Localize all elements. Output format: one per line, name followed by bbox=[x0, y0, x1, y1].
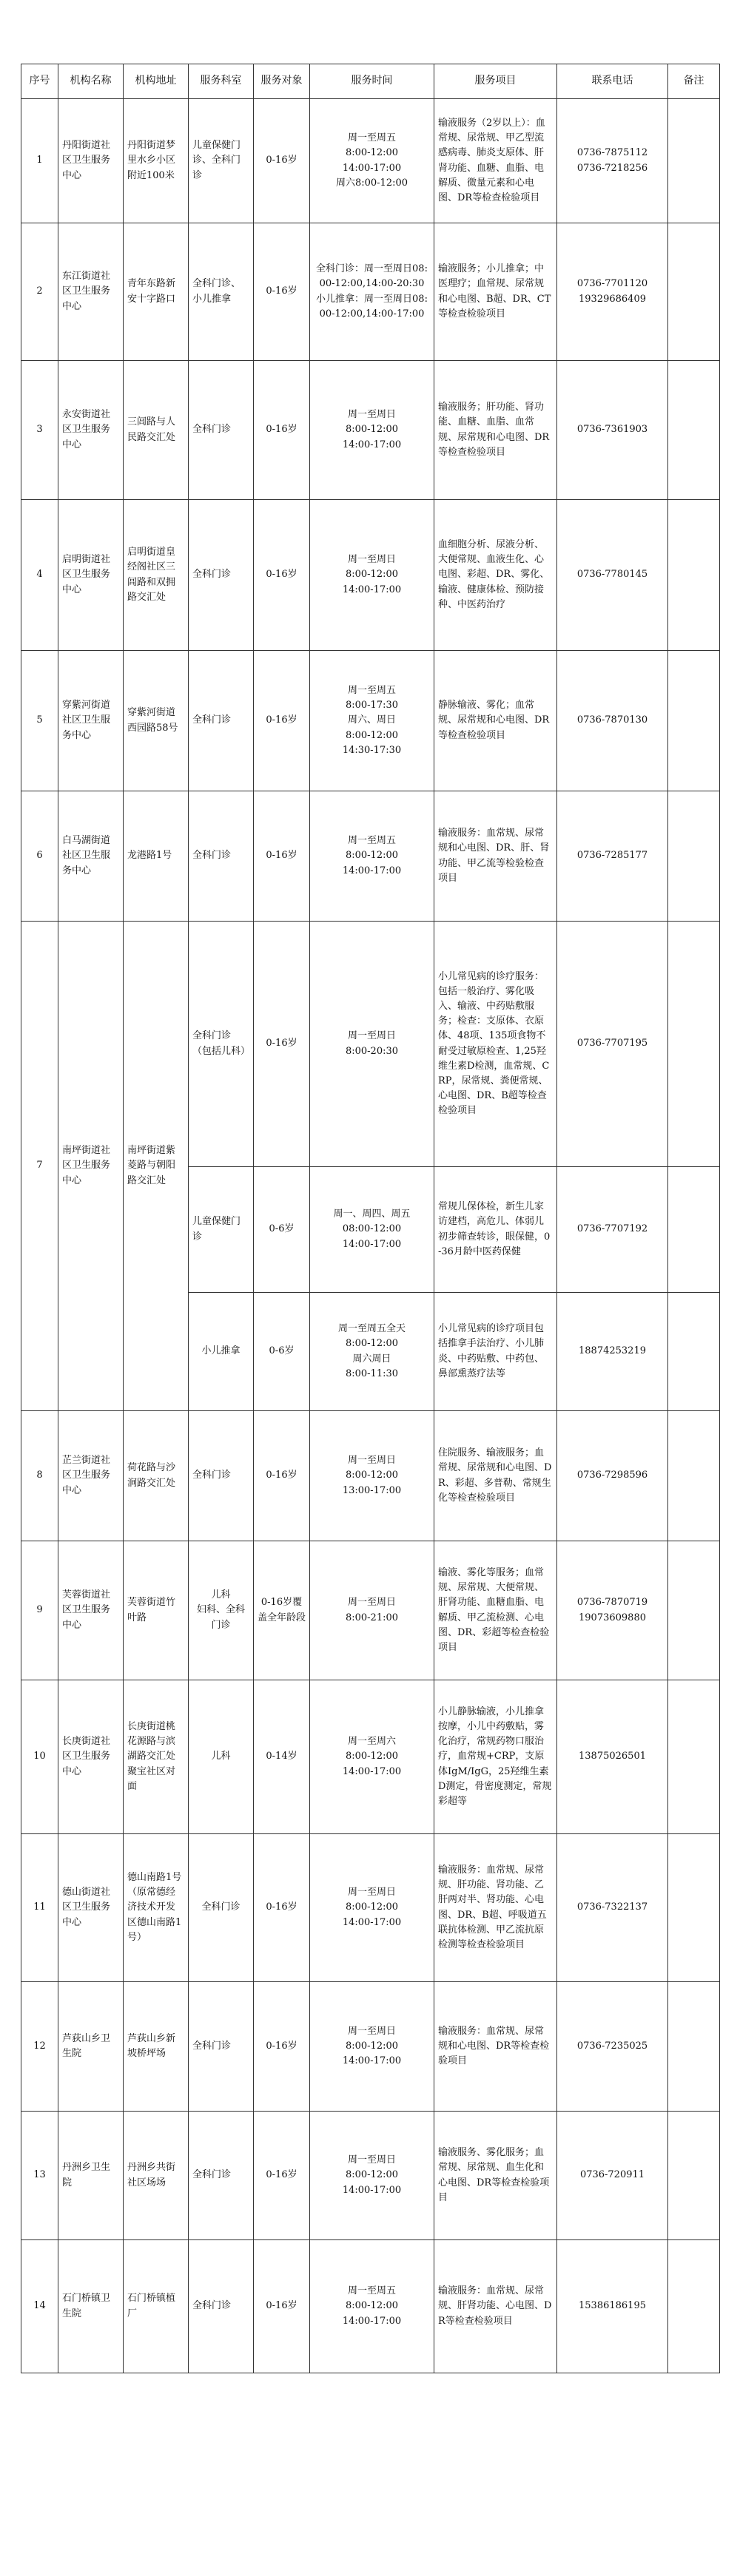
cell-address: 龙港路1号 bbox=[124, 791, 189, 922]
cell-items: 输液服务：血常规、尿常规、肝肾功能、心电图、DR等检查检验项目 bbox=[434, 2240, 557, 2373]
table-row bbox=[21, 1411, 720, 1541]
header-name: 机构名称 bbox=[58, 64, 124, 99]
cell-note bbox=[668, 2112, 720, 2240]
cell-note bbox=[668, 1834, 720, 1982]
cell-time: 周一至周日 8:00-12:00 14:00-17:00 bbox=[310, 2112, 434, 2240]
cell-target: 0-16岁 bbox=[254, 1411, 310, 1541]
cell-time: 周一至周日 8:00-12:00 14:00-17:00 bbox=[310, 1834, 434, 1982]
table-row bbox=[21, 2112, 720, 2240]
cell-time: 周一至周五 8:00-12:00 14:00-17:00 bbox=[310, 2240, 434, 2373]
cell-address: 荷花路与沙涧路交汇处 bbox=[124, 1411, 189, 1541]
header-time: 服务时间 bbox=[310, 64, 434, 99]
cell-no: 12 bbox=[21, 1982, 58, 2112]
cell-name: 东江街道社区卫生服务中心 bbox=[58, 223, 124, 361]
cell-phone: 0736-7870130 bbox=[557, 651, 668, 791]
cell-department: 全科门诊 bbox=[189, 651, 254, 791]
header-phone: 联系电话 bbox=[557, 64, 668, 99]
cell-target: 0-16岁 bbox=[254, 223, 310, 361]
cell-no: 14 bbox=[21, 2240, 58, 2373]
cell-no: 10 bbox=[21, 1680, 58, 1834]
cell-items: 输液服务、雾化服务；血常规、尿常规、血生化和心电图、DR等检查检验项目 bbox=[434, 2112, 557, 2240]
cell-target: 0-16岁 bbox=[254, 791, 310, 922]
cell-note bbox=[668, 922, 720, 1167]
cell-address: 丹洲乡共街社区场场 bbox=[124, 2112, 189, 2240]
cell-phone: 0736-7361903 bbox=[557, 361, 668, 500]
cell-no: 6 bbox=[21, 791, 58, 922]
cell-department: 儿童保健门诊、全科门诊 bbox=[189, 99, 254, 223]
cell-target: 0-16岁 bbox=[254, 922, 310, 1167]
cell-phone: 18874253219 bbox=[557, 1293, 668, 1411]
cell-phone: 0736-7707195 bbox=[557, 922, 668, 1167]
cell-name: 南坪街道社区卫生服务中心 bbox=[58, 922, 124, 1411]
cell-items: 小儿常见病的诊疗项目包括推拿手法治疗、小儿肺炎、中药贴敷、中药包、鼻部熏蒸疗法等 bbox=[434, 1293, 557, 1411]
cell-name: 德山街道社区卫生服务中心 bbox=[58, 1834, 124, 1982]
cell-note bbox=[668, 651, 720, 791]
table-row bbox=[21, 1680, 720, 1834]
header-target: 服务对象 bbox=[254, 64, 310, 99]
cell-address: 德山南路1号（原常德经济技术开发区德山南路1号） bbox=[124, 1834, 189, 1982]
cell-department: 全科门诊 bbox=[189, 1411, 254, 1541]
table-row bbox=[21, 223, 720, 361]
cell-time: 周一至周六 8:00-12:00 14:00-17:00 bbox=[310, 1680, 434, 1834]
cell-department: 全科门诊、小儿推拿 bbox=[189, 223, 254, 361]
table-header-row bbox=[21, 64, 720, 99]
cell-items: 小儿静脉输液，小儿推拿按摩，小儿中药敷贴，雾化治疗，常规药物口服治疗，血常规+CRP，支原体IgM/IgG，25羟维生素D测定，骨密度测定，常规彩超等 bbox=[434, 1680, 557, 1834]
table-row bbox=[21, 651, 720, 791]
cell-phone: 0736-720911 bbox=[557, 2112, 668, 2240]
cell-target: 0-6岁 bbox=[254, 1167, 310, 1293]
cell-no: 5 bbox=[21, 651, 58, 791]
cell-name: 芦荻山乡卫生院 bbox=[58, 1982, 124, 2112]
cell-note bbox=[668, 500, 720, 651]
cell-department: 全科门诊 bbox=[189, 2112, 254, 2240]
cell-name: 白马湖街道社区卫生服务中心 bbox=[58, 791, 124, 922]
cell-time: 周一至周日 8:00-20:30 bbox=[310, 922, 434, 1167]
cell-note bbox=[668, 791, 720, 922]
header-department: 服务科室 bbox=[189, 64, 254, 99]
cell-items: 输液服务：血常规、尿常规、肝功能、肾功能、乙肝两对半、肾功能、心电图、DR、B超、呼吸道五联抗体检测、甲乙流抗原检测等检查检验项目 bbox=[434, 1834, 557, 1982]
cell-phone: 0736-7870719 19073609880 bbox=[557, 1541, 668, 1680]
cell-note bbox=[668, 1680, 720, 1834]
cell-items: 静脉输液、雾化；血常规、尿常规和心电图、DR等检查检验项目 bbox=[434, 651, 557, 791]
service-table-sheet bbox=[21, 64, 719, 2373]
cell-name: 芷兰街道社区卫生服务中心 bbox=[58, 1411, 124, 1541]
cell-note bbox=[668, 1167, 720, 1293]
cell-no: 7 bbox=[21, 922, 58, 1411]
cell-no: 1 bbox=[21, 99, 58, 223]
cell-target: 0-16岁 bbox=[254, 500, 310, 651]
cell-name: 丹洲乡卫生院 bbox=[58, 2112, 124, 2240]
cell-phone: 0736-7235025 bbox=[557, 1982, 668, 2112]
cell-time: 周一至周五全天 8:00-12:00 周六周日 8:00-11:30 bbox=[310, 1293, 434, 1411]
header-address: 机构地址 bbox=[124, 64, 189, 99]
cell-time: 周一、周四、周五 08:00-12:00 14:00-17:00 bbox=[310, 1167, 434, 1293]
cell-note bbox=[668, 2240, 720, 2373]
cell-items: 小儿常见病的诊疗服务：包括一般治疗、雾化吸入、输液、中药贴敷服务；检查：支原体、衣原体、48项、135项食物不耐受过敏原检查、1,25羟维生素D检测，血常规、CRP，尿常规、粪便常规、心电图、DR、B超等检查检验项目 bbox=[434, 922, 557, 1167]
cell-phone: 13875026501 bbox=[557, 1680, 668, 1834]
cell-phone: 0736-7322137 bbox=[557, 1834, 668, 1982]
cell-department: 全科门诊 bbox=[189, 1834, 254, 1982]
cell-no: 9 bbox=[21, 1541, 58, 1680]
cell-time: 全科门诊：周一至周日08:00-12:00,14:00-20:30 小儿推拿：周一至周日08:00-12:00,14:00-17:00 bbox=[310, 223, 434, 361]
cell-phone: 0736-7780145 bbox=[557, 500, 668, 651]
cell-name: 芙蓉街道社区卫生服务中心 bbox=[58, 1541, 124, 1680]
cell-time: 周一至周日 8:00-12:00 14:00-17:00 bbox=[310, 361, 434, 500]
cell-items: 血细胞分析、尿液分析、大便常规、血液生化、心电图、彩超、DR、雾化、输液、健康体检、预防接种、中医药治疗 bbox=[434, 500, 557, 651]
cell-address: 三闾路与人民路交汇处 bbox=[124, 361, 189, 500]
cell-no: 3 bbox=[21, 361, 58, 500]
table-row bbox=[21, 791, 720, 922]
cell-phone: 15386186195 bbox=[557, 2240, 668, 2373]
cell-target: 0-16岁 bbox=[254, 2240, 310, 2373]
table-row bbox=[21, 500, 720, 651]
cell-name: 长庚街道社区卫生服务中心 bbox=[58, 1680, 124, 1834]
cell-department: 全科门诊 bbox=[189, 1982, 254, 2112]
cell-phone: 0736-7285177 bbox=[557, 791, 668, 922]
table-row bbox=[21, 922, 720, 1167]
table-row bbox=[21, 1541, 720, 1680]
cell-time: 周一至周日 8:00-12:00 13:00-17:00 bbox=[310, 1411, 434, 1541]
cell-phone: 0736-7701120 19329686409 bbox=[557, 223, 668, 361]
cell-name: 穿紫河街道社区卫生服务中心 bbox=[58, 651, 124, 791]
cell-no: 13 bbox=[21, 2112, 58, 2240]
cell-department: 儿童保健门诊 bbox=[189, 1167, 254, 1293]
cell-department: 儿科 妇科、全科门诊 bbox=[189, 1541, 254, 1680]
cell-name: 启明街道社区卫生服务中心 bbox=[58, 500, 124, 651]
cell-department: 全科门诊 bbox=[189, 2240, 254, 2373]
cell-phone: 0736-7707192 bbox=[557, 1167, 668, 1293]
cell-department: 全科门诊（包括儿科） bbox=[189, 922, 254, 1167]
cell-time: 周一至周日 8:00-12:00 14:00-17:00 bbox=[310, 500, 434, 651]
cell-time: 周一至周日 8:00-12:00 14:00-17:00 bbox=[310, 1982, 434, 2112]
cell-no: 11 bbox=[21, 1834, 58, 1982]
cell-items: 输液服务；肝功能、肾功能、血糖、血脂、血常规、尿常规和心电图、DR等检查检验项目 bbox=[434, 361, 557, 500]
cell-no: 8 bbox=[21, 1411, 58, 1541]
cell-address: 丹阳街道梦里水乡小区附近100米 bbox=[124, 99, 189, 223]
cell-note bbox=[668, 223, 720, 361]
cell-department: 全科门诊 bbox=[189, 500, 254, 651]
cell-no: 4 bbox=[21, 500, 58, 651]
cell-note bbox=[668, 99, 720, 223]
cell-name: 丹阳街道社区卫生服务中心 bbox=[58, 99, 124, 223]
cell-target: 0-6岁 bbox=[254, 1293, 310, 1411]
header-note: 备注 bbox=[668, 64, 720, 99]
cell-time: 周一至周五 8:00-12:00 14:00-17:00 bbox=[310, 791, 434, 922]
cell-name: 永安街道社区卫生服务中心 bbox=[58, 361, 124, 500]
cell-note bbox=[668, 1541, 720, 1680]
cell-note bbox=[668, 1293, 720, 1411]
table-row bbox=[21, 1982, 720, 2112]
table-row bbox=[21, 361, 720, 500]
cell-time: 周一至周五 8:00-12:00 14:00-17:00 周六8:00-12:00 bbox=[310, 99, 434, 223]
cell-target: 0-16岁 bbox=[254, 2112, 310, 2240]
table-row bbox=[21, 2240, 720, 2373]
cell-address: 南坪街道紫菱路与朝阳路交汇处 bbox=[124, 922, 189, 1411]
cell-department: 全科门诊 bbox=[189, 791, 254, 922]
cell-items: 住院服务、输液服务；血常规、尿常规和心电图、DR、彩超、多普勒、常规生化等检查检验项目 bbox=[434, 1411, 557, 1541]
cell-name: 石门桥镇卫生院 bbox=[58, 2240, 124, 2373]
table-row bbox=[21, 1834, 720, 1982]
cell-note bbox=[668, 1982, 720, 2112]
cell-items: 输液服务（2岁以上）：血常规、尿常规、甲乙型流感病毒、肺炎支原体、肝肾功能、血糖、血脂、电解质、微量元素和心电图、DR等检查检验项目 bbox=[434, 99, 557, 223]
header-no: 序号 bbox=[21, 64, 58, 99]
cell-address: 青年东路新安十字路口 bbox=[124, 223, 189, 361]
cell-target: 0-16岁 bbox=[254, 1982, 310, 2112]
cell-department: 儿科 bbox=[189, 1680, 254, 1834]
cell-target: 0-16岁 bbox=[254, 1834, 310, 1982]
header-items: 服务项目 bbox=[434, 64, 557, 99]
cell-items: 输液服务：血常规、尿常规和心电图、DR等检查检验项目 bbox=[434, 1982, 557, 2112]
cell-address: 芦荻山乡新坡桥坪场 bbox=[124, 1982, 189, 2112]
cell-target: 0-16岁 bbox=[254, 651, 310, 791]
cell-phone: 0736-7875112 0736-7218256 bbox=[557, 99, 668, 223]
cell-address: 穿紫河街道西园路58号 bbox=[124, 651, 189, 791]
cell-target: 0-16岁 bbox=[254, 361, 310, 500]
cell-items: 输液服务；小儿推拿；中医理疗；血常规、尿常规和心电图、B超、DR、CT等检查检验项目 bbox=[434, 223, 557, 361]
cell-address: 芙蓉街道竹叶路 bbox=[124, 1541, 189, 1680]
cell-items: 输液服务：血常规、尿常规和心电图、DR、肝、肾功能、甲乙流等检验检查项目 bbox=[434, 791, 557, 922]
cell-time: 周一至周五 8:00-17:30 周六、周日 8:00-12:00 14:30-17:30 bbox=[310, 651, 434, 791]
cell-no: 2 bbox=[21, 223, 58, 361]
cell-note bbox=[668, 1411, 720, 1541]
cell-department: 小儿推拿 bbox=[189, 1293, 254, 1411]
cell-items: 输液、雾化等服务；血常规、尿常规、大便常规、肝肾功能、血糖血脂、电解质、甲乙流检测、心电图、DR、彩超等检查检验项目 bbox=[434, 1541, 557, 1680]
clinic-service-table bbox=[21, 64, 720, 2373]
cell-target: 0-16岁覆盖全年龄段 bbox=[254, 1541, 310, 1680]
cell-time: 周一至周日 8:00-21:00 bbox=[310, 1541, 434, 1680]
table-row bbox=[21, 99, 720, 223]
cell-address: 长庚街道桃花源路与滨湖路交汇处聚宝社区对面 bbox=[124, 1680, 189, 1834]
cell-department: 全科门诊 bbox=[189, 361, 254, 500]
cell-target: 0-16岁 bbox=[254, 99, 310, 223]
cell-address: 石门桥镇植厂 bbox=[124, 2240, 189, 2373]
cell-address: 启明街道皇经阁社区三闾路和双拥路交汇处 bbox=[124, 500, 189, 651]
cell-note bbox=[668, 361, 720, 500]
cell-items: 常规儿保体检，新生儿家访建档，高危儿、体弱儿初步筛查转诊，眼保健，0-36月龄中医药保健 bbox=[434, 1167, 557, 1293]
cell-target: 0-14岁 bbox=[254, 1680, 310, 1834]
cell-phone: 0736-7298596 bbox=[557, 1411, 668, 1541]
